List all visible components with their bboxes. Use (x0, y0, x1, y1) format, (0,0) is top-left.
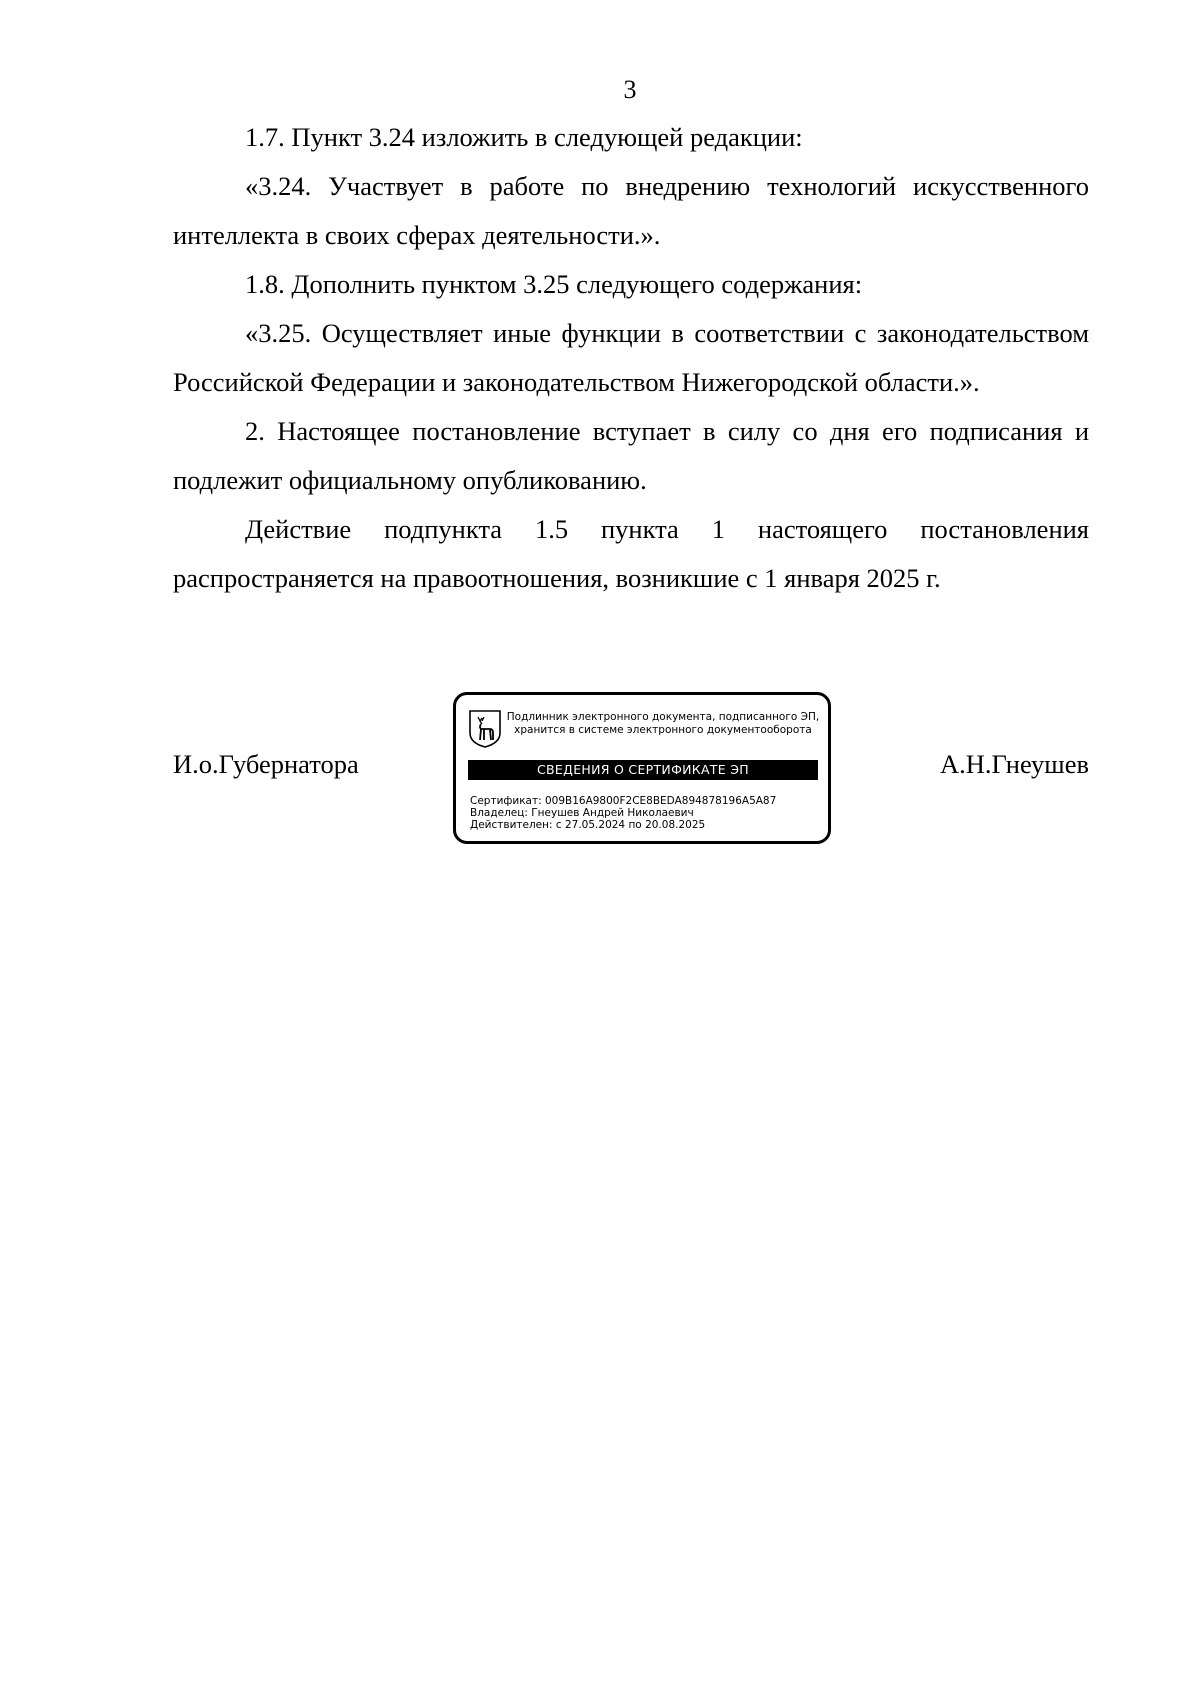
paragraph-1-7: 1.7. Пункт 3.24 изложить в следующей редакции: (245, 122, 803, 152)
stamp-header-line: Подлинник электронного документа, подписанного ЭП, (506, 711, 820, 723)
signature-block (173, 692, 1089, 852)
paragraph-1-8: 1.8. Дополнить пунктом 3.25 следующего содержания: (245, 269, 863, 299)
paragraph-3-25-text: «3.25. Осуществляет иные функции в соответствии с законодательством Российской Федерации и законодательством Нижегородской области.». (173, 318, 1089, 397)
stamp-title-bar: СВЕДЕНИЯ О СЕРТИФИКАТЕ ЭП (468, 760, 818, 780)
certificate-details (470, 795, 776, 831)
certificate-validity: Действителен: с 27.05.2024 по 20.08.2025 (470, 819, 706, 831)
electronic-signature-stamp (453, 692, 831, 844)
paragraph-effect: Действие подпункта 1.5 пункта 1 настоящего постановления распространяется на правоотношения, возникшие с 1 января 2025 г. (173, 514, 1089, 593)
page-number: 3 (623, 75, 637, 104)
certificate-number: Сертификат: 009B16A9800F2CE8BEDA894878196A5A87 (470, 795, 777, 807)
deer-emblem-icon (468, 709, 502, 749)
stamp-header (504, 711, 822, 737)
certificate-owner: Владелец: Гнеушев Андрей Николаевич (470, 807, 694, 819)
paragraph-2: 2. Настоящее постановление вступает в силу со дня его подписания и подлежит официальному опубликованию. (173, 416, 1089, 495)
stamp-header-line: хранится в системе электронного документооборота (514, 724, 812, 736)
signatory-position: И.о.Губернатора (173, 749, 359, 779)
document-body (173, 113, 1089, 603)
paragraph-3-24-text: «3.24. Участвует в работе по внедрению технологий искусственного интеллекта в своих сферах деятельности.». (173, 171, 1089, 250)
signatory-name: А.Н.Гнеушев (939, 749, 1089, 779)
